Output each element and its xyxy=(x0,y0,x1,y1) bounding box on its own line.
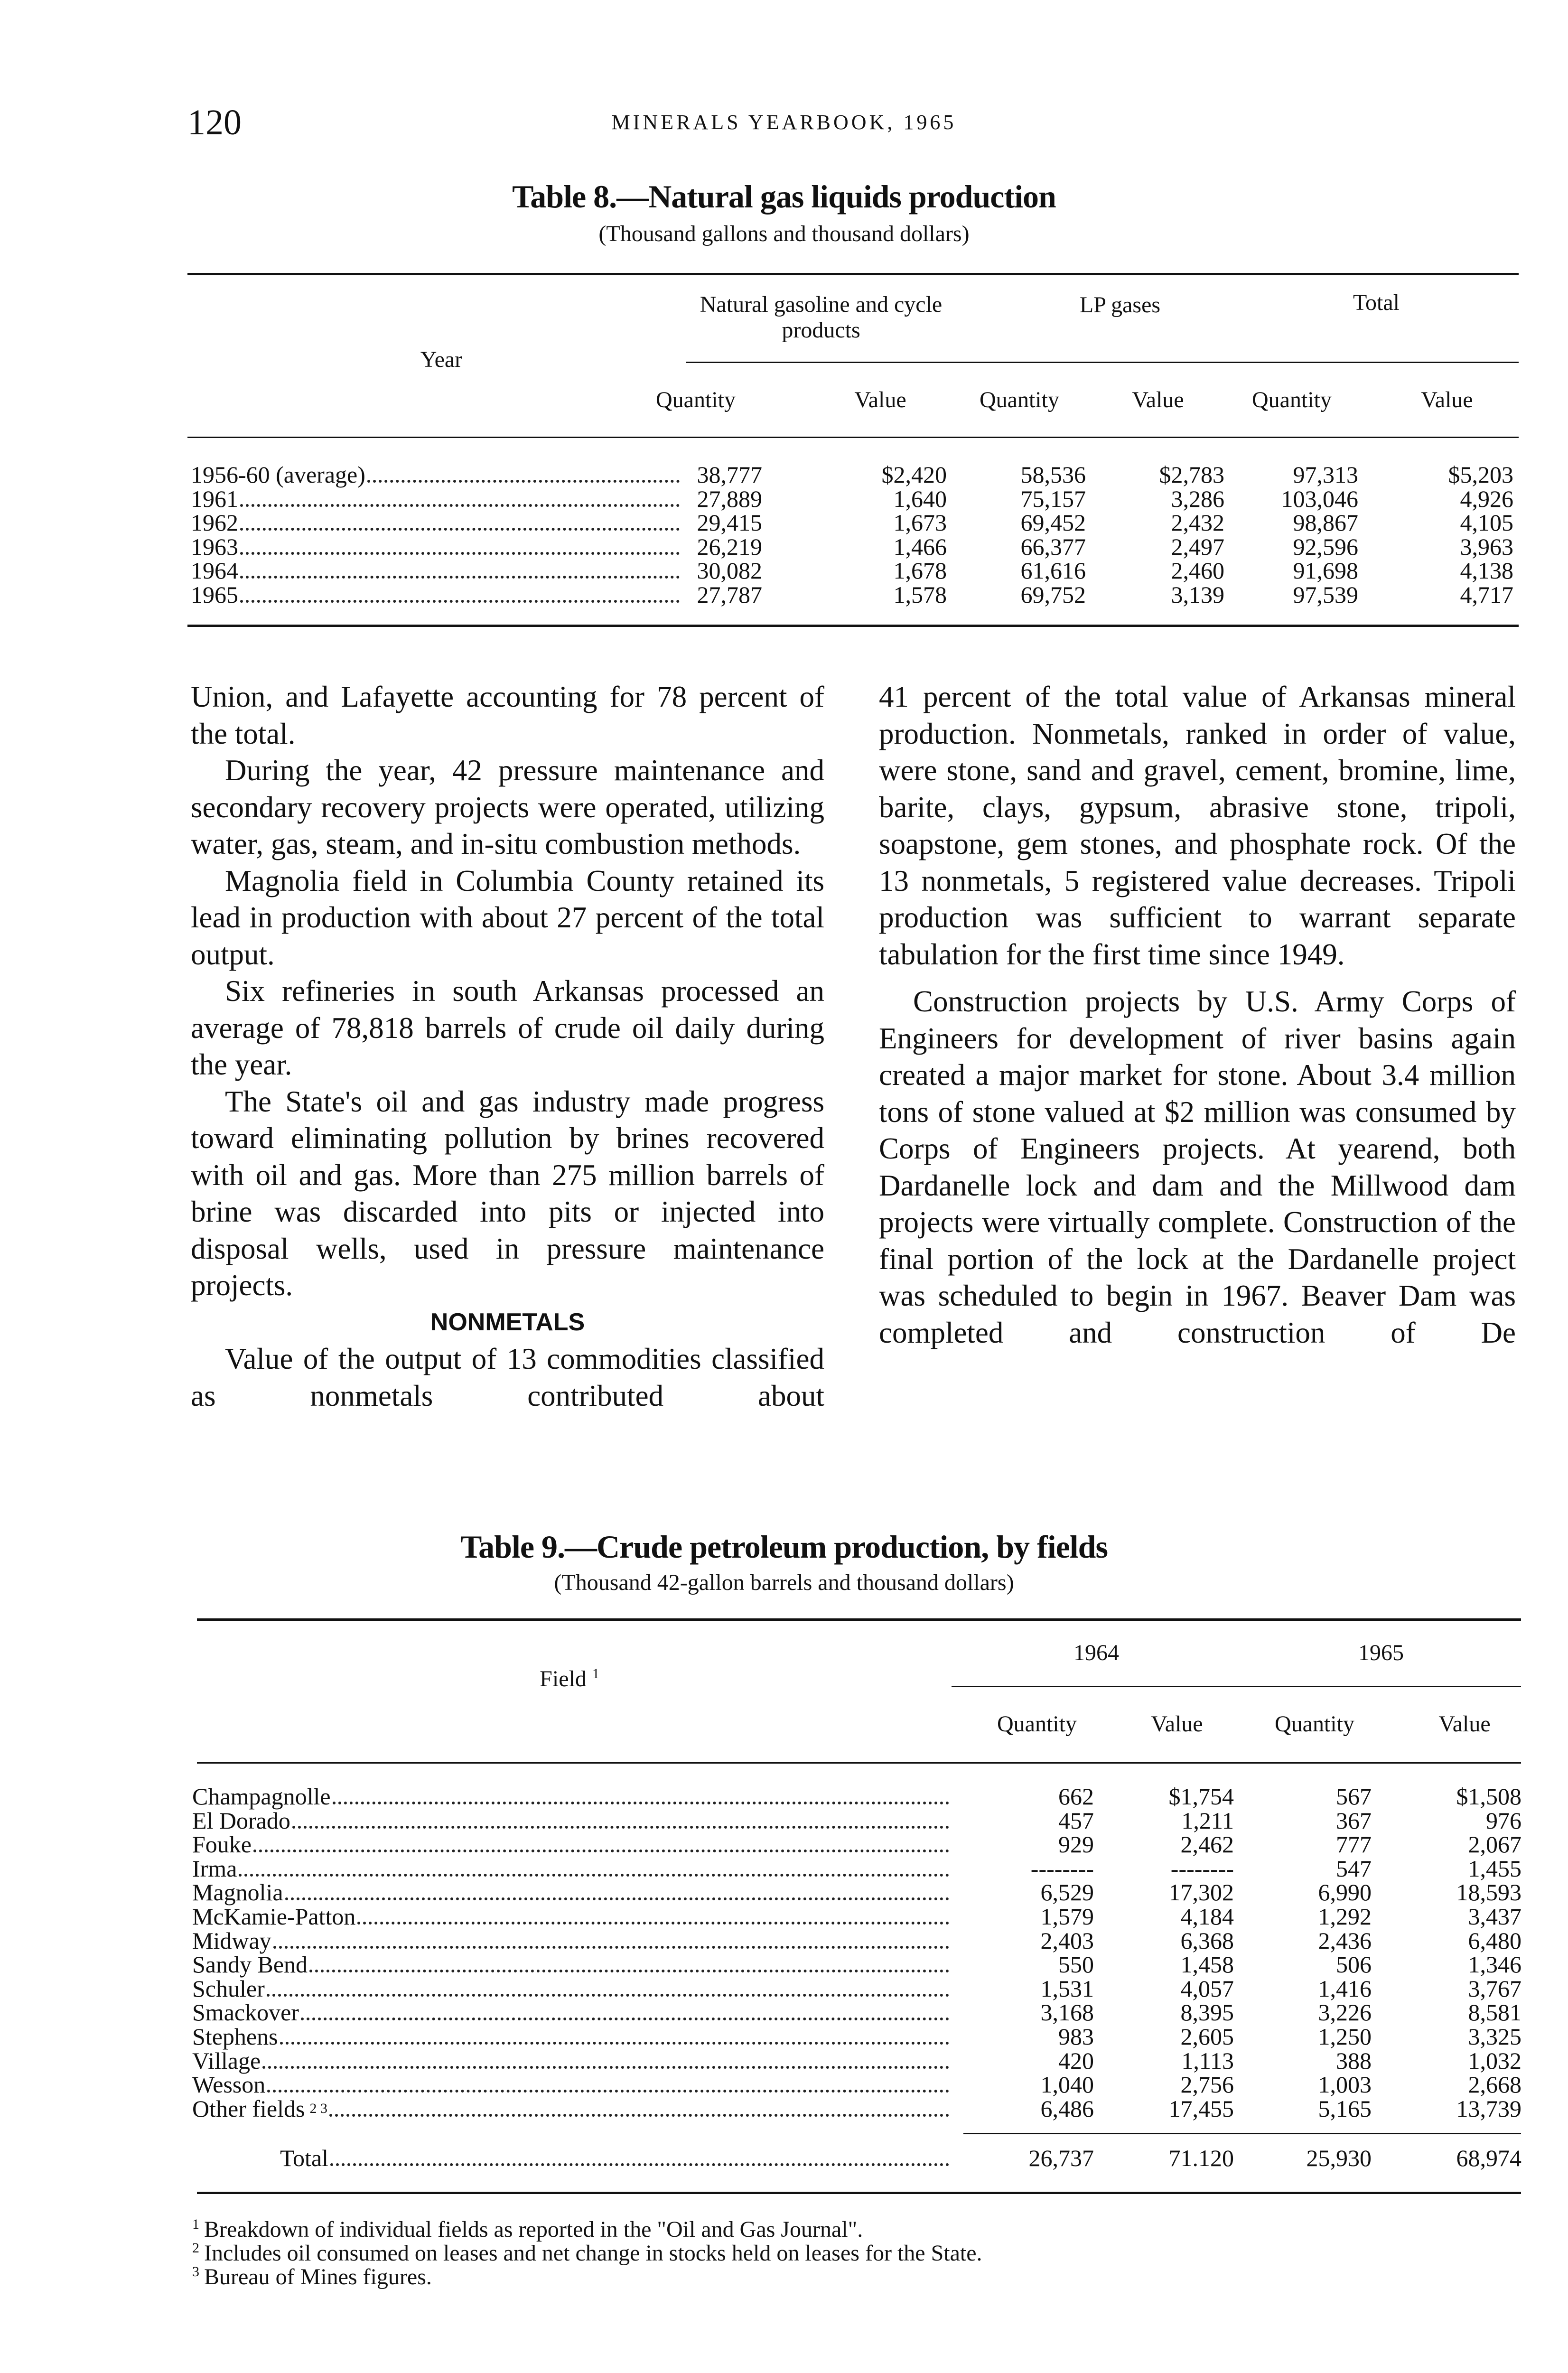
dot-leader xyxy=(292,1826,949,1829)
table-cell: 929 xyxy=(1058,1831,1094,1858)
table-cell: 662 xyxy=(1058,1783,1094,1810)
row-label: Irma xyxy=(192,1855,237,1882)
footnote-mark: 1 xyxy=(192,2216,199,2232)
table-cell: 2,462 xyxy=(1180,1831,1234,1858)
table8-bottom-rule xyxy=(187,625,1519,627)
table-cell: 2,460 xyxy=(1171,557,1224,584)
table-cell: 1,040 xyxy=(1040,2071,1094,2098)
table-cell: 17,455 xyxy=(1168,2095,1234,2122)
dot-leader xyxy=(329,2114,949,2117)
table-cell: 1,250 xyxy=(1318,2023,1372,2050)
table-cell: 3,168 xyxy=(1040,1999,1094,2026)
row-label: El Dorado xyxy=(192,1807,290,1834)
table-cell: $2,783 xyxy=(1159,461,1224,488)
table-cell: -------- xyxy=(1030,1855,1094,1882)
table-cell: 777 xyxy=(1336,1831,1372,1858)
dot-leader xyxy=(273,1946,949,1949)
table-cell: 3,139 xyxy=(1171,581,1224,608)
table-cell: 103,046 xyxy=(1281,485,1358,512)
text-column-left xyxy=(191,679,824,1414)
dot-leader xyxy=(240,552,680,555)
table-row xyxy=(192,1832,949,1856)
table-cell: $2,420 xyxy=(881,461,947,488)
table-row xyxy=(192,1953,949,1976)
footnote-ref: 2 3 xyxy=(309,2100,327,2116)
table-cell: 1,346 xyxy=(1468,1951,1521,1978)
table-cell: 26,219 xyxy=(697,533,762,560)
table-cell: $1,508 xyxy=(1456,1783,1521,1810)
table-cell: 6,480 xyxy=(1468,1927,1521,1954)
section-heading-nonmetals: NONMETALS xyxy=(430,1308,585,1336)
table-cell: 1,211 xyxy=(1181,1807,1234,1834)
row-label: 1964 xyxy=(191,557,238,584)
table-cell: 38,777 xyxy=(697,461,762,488)
table-cell: 58,536 xyxy=(1020,461,1086,488)
table-cell: 4,926 xyxy=(1460,485,1513,512)
table9-subheader: Value xyxy=(1438,1711,1491,1737)
table-cell: 2,605 xyxy=(1180,2023,1234,2050)
table-row xyxy=(191,463,680,486)
table-cell: 2,668 xyxy=(1468,2071,1521,2098)
table-cell: 69,752 xyxy=(1020,581,1086,608)
table-cell: 1,292 xyxy=(1318,1903,1372,1930)
table8-group-total: Total xyxy=(1353,290,1400,315)
dot-leader xyxy=(280,2042,949,2045)
table-cell: $5,203 xyxy=(1448,461,1513,488)
table-cell: 1,578 xyxy=(893,581,947,608)
row-label: 1961 xyxy=(191,485,238,512)
table-cell: 4,105 xyxy=(1460,509,1513,536)
table-cell: 983 xyxy=(1058,2023,1094,2050)
table-cell: 2,756 xyxy=(1180,2071,1234,2098)
table8-title: Table 8.—Natural gas liquids production xyxy=(512,178,1056,215)
table8-subheader: Value xyxy=(1132,387,1184,412)
table9-subtitle: (Thousand 42-gallon barrels and thousand dollars) xyxy=(554,1570,1014,1595)
table-cell: 6,990 xyxy=(1318,1879,1372,1906)
table8-subheader: Quantity xyxy=(656,387,736,412)
table-cell: 1,466 xyxy=(893,533,947,560)
footnote-text: Bureau of Mines figures. xyxy=(204,2264,432,2289)
dot-leader xyxy=(330,2163,949,2166)
dot-leader xyxy=(240,528,680,531)
paragraph: Construction projects by U.S. Army Corps of Engineers for development of river basins again created a major market for stone. About 3.4 million tons of stone valued at $2 million was consumed by Corps of Engineers projects. At yearend, both Dardanelle lock and dam and the Millwood dam projects were virtually complete. Construction of the final portion of the lock at the Dardanelle project was scheduled to begin in 1967. Beaver Dam was completed and construction of De xyxy=(879,985,1516,1349)
dot-leader xyxy=(309,1970,949,1972)
table-row xyxy=(192,1905,949,1928)
table-cell: 506 xyxy=(1336,1951,1372,1978)
table9-year-1964: 1964 xyxy=(1073,1640,1119,1665)
footnote-text: Includes oil consumed on leases and net change in stocks held on leases for the State. xyxy=(204,2241,982,2266)
table-cell: 547 xyxy=(1336,1855,1372,1882)
table-cell: 18,593 xyxy=(1456,1879,1521,1906)
footnote xyxy=(192,2264,432,2290)
table-row xyxy=(191,535,680,559)
table9-top-rule xyxy=(197,1618,1521,1621)
row-label: Schuler xyxy=(192,1975,265,2002)
table-cell: 367 xyxy=(1336,1807,1372,1834)
table9-title: Table 9.—Crude petroleum production, by fields xyxy=(460,1529,1108,1565)
table-row xyxy=(192,2073,949,2096)
paragraph: Union, and Lafayette accounting for 78 percent of the total. xyxy=(191,680,824,750)
table-row xyxy=(192,1929,949,1953)
table-cell: 1,678 xyxy=(893,557,947,584)
table8-group-natural-gasoline: Natural gasoline and cycle products xyxy=(700,292,943,343)
table8-group-lp-gases: LP gases xyxy=(1079,292,1161,318)
table-cell: 26,737 xyxy=(1028,2145,1094,2171)
row-label: Midway xyxy=(192,1927,271,1954)
dot-leader xyxy=(240,504,680,507)
table-row xyxy=(192,2049,949,2073)
table-cell: 3,437 xyxy=(1468,1903,1521,1930)
table-cell: 6,368 xyxy=(1180,1927,1234,1954)
table-cell: 1,032 xyxy=(1468,2047,1521,2074)
table-row xyxy=(192,2025,949,2048)
table-cell: 4,184 xyxy=(1180,1903,1234,1930)
table-cell: 388 xyxy=(1336,2047,1372,2074)
table-row xyxy=(191,487,680,511)
footnote-mark: 3 xyxy=(192,2264,199,2280)
dot-leader xyxy=(262,2066,949,2069)
table-cell: 69,452 xyxy=(1020,509,1086,536)
row-label: Other fields xyxy=(192,2095,305,2122)
row-label: Stephens xyxy=(192,2023,278,2050)
paragraph: Six refineries in south Arkansas processed an average of 78,818 barrels of crude oil daily during the year. xyxy=(191,974,824,1081)
dot-leader xyxy=(239,1874,949,1877)
table-cell: 1,640 xyxy=(893,485,947,512)
table-row xyxy=(280,2146,949,2170)
table-cell: 1,003 xyxy=(1318,2071,1372,2098)
table-row xyxy=(192,1784,949,1808)
table-cell: 1,416 xyxy=(1318,1975,1372,2002)
table-cell: 25,930 xyxy=(1306,2145,1372,2171)
table8-header-rule xyxy=(187,437,1519,438)
table9-year-rule xyxy=(952,1686,1521,1687)
paragraph: Value of the output of 13 commodities classified as nonmetals contributed about xyxy=(191,1342,824,1412)
table9-subheader: Quantity xyxy=(1275,1711,1354,1737)
table8-subheader: Quantity xyxy=(980,387,1059,412)
row-label: Total xyxy=(280,2145,329,2171)
table8-subheader: Value xyxy=(854,387,906,412)
table9-bottom-rule xyxy=(197,2192,1521,2194)
row-label: 1962 xyxy=(191,509,238,536)
dot-leader xyxy=(301,2018,949,2020)
table-cell: 1,579 xyxy=(1040,1903,1094,1930)
table-cell: 2,436 xyxy=(1318,1927,1372,1954)
table-cell: 1,113 xyxy=(1181,2047,1234,2074)
dot-leader xyxy=(285,1897,949,1900)
table-row xyxy=(192,1977,949,2000)
table-cell: 4,057 xyxy=(1180,1975,1234,2002)
text-column-right xyxy=(879,679,1516,1351)
table8-group-rule xyxy=(686,362,1519,363)
table-cell: 98,867 xyxy=(1293,509,1358,536)
table8-year-header: Year xyxy=(420,347,463,372)
table-row xyxy=(192,1809,949,1832)
table-cell: 1,458 xyxy=(1180,1951,1234,1978)
row-label: 1956-60 (average) xyxy=(191,461,365,488)
table9-field-header: Field $^1$ xyxy=(540,1666,599,1691)
table8-subheader: Value xyxy=(1421,387,1473,412)
page-number: 120 xyxy=(187,103,242,142)
table-cell: 6,529 xyxy=(1040,1879,1094,1906)
row-label: 1963 xyxy=(191,533,238,560)
dot-leader xyxy=(333,1802,949,1804)
dot-leader xyxy=(240,576,680,579)
table9-header-rule xyxy=(197,1762,1521,1764)
table-cell: 97,539 xyxy=(1293,581,1358,608)
footnote xyxy=(192,2216,863,2242)
table-cell: 30,082 xyxy=(697,557,762,584)
table9-subheader: Quantity xyxy=(997,1711,1077,1737)
table-cell: 71.120 xyxy=(1168,2145,1234,2171)
table-cell: 17,302 xyxy=(1168,1879,1234,1906)
paragraph: The State's oil and gas industry made progress toward eliminating pollution by brines recovered with oil and gas. More than 275 million barrels of brine was discarded into pits or injected into disposal wells, used in pressure maintenance projects. xyxy=(191,1084,824,1302)
row-label: Champagnolle xyxy=(192,1783,331,1810)
dot-leader xyxy=(267,2090,949,2093)
table-cell: 8,395 xyxy=(1180,1999,1234,2026)
table9-subheader: Value xyxy=(1151,1711,1203,1737)
table-cell: 2,432 xyxy=(1171,509,1224,536)
table8-top-rule xyxy=(187,273,1519,275)
table-cell: 29,415 xyxy=(697,509,762,536)
table-cell: 6,486 xyxy=(1040,2095,1094,2122)
table8-subtitle: (Thousand gallons and thousand dollars) xyxy=(598,221,970,246)
table9-year-1965: 1965 xyxy=(1358,1640,1404,1665)
row-label: Village xyxy=(192,2047,261,2074)
table-row xyxy=(191,559,680,582)
footnote-text: Breakdown of individual fields as reported in the "Oil and Gas Journal". xyxy=(204,2217,863,2242)
table-cell: 3,325 xyxy=(1468,2023,1521,2050)
table-cell: 92,596 xyxy=(1293,533,1358,560)
table-cell: 75,157 xyxy=(1020,485,1086,512)
table-cell: 3,286 xyxy=(1171,485,1224,512)
table-cell: 3,226 xyxy=(1318,1999,1372,2026)
table-row xyxy=(192,2000,949,2024)
table-cell: 420 xyxy=(1058,2047,1094,2074)
paragraph: Magnolia field in Columbia County retained its lead in production with about 27 percent of the total output. xyxy=(191,864,824,971)
table-row xyxy=(192,2097,949,2121)
table-cell: 3,767 xyxy=(1468,1975,1521,2002)
table9-total-rule xyxy=(963,2133,1521,2134)
table-cell: 2,403 xyxy=(1040,1927,1094,1954)
dot-leader xyxy=(240,600,680,603)
table-cell: 66,377 xyxy=(1020,533,1086,560)
row-label: Fouke xyxy=(192,1831,252,1858)
table-row xyxy=(192,1880,949,1904)
table-row xyxy=(192,1857,949,1880)
table-cell: 1,531 xyxy=(1040,1975,1094,2002)
row-label: Magnolia xyxy=(192,1879,283,1906)
table-cell: 4,717 xyxy=(1460,581,1513,608)
table-cell: 8,581 xyxy=(1468,1999,1521,2026)
row-label: Wesson xyxy=(192,2071,266,2098)
table-cell: 4,138 xyxy=(1460,557,1513,584)
table-cell: 976 xyxy=(1486,1807,1521,1834)
row-label: McKamie-Patton xyxy=(192,1903,356,1930)
table-cell: 567 xyxy=(1336,1783,1372,1810)
table-cell: 457 xyxy=(1058,1807,1094,1834)
dot-leader xyxy=(357,1922,949,1925)
table-cell: 1,455 xyxy=(1468,1855,1521,1882)
dot-leader xyxy=(253,1850,949,1852)
table-cell: -------- xyxy=(1170,1855,1234,1882)
row-label: Smackover xyxy=(192,1999,299,2026)
table-cell: 3,963 xyxy=(1460,533,1513,560)
table-cell: 2,067 xyxy=(1468,1831,1521,1858)
paragraph: 41 percent of the total value of Arkansas mineral production. Nonmetals, ranked in order of value, were stone, sand and gravel, cement, bromine, lime, barite, clays, gypsum, abrasive stone, tripoli, soapstone, gem stones, and phosphate rock. Of the 13 nonmetals, 5 registered value decreases. Tripoli production was sufficient to warrant separate tabulation for the first time since 1949. xyxy=(879,680,1516,971)
table-cell: 13,739 xyxy=(1456,2095,1521,2122)
table-cell: 91,698 xyxy=(1293,557,1358,584)
table-cell: 27,889 xyxy=(697,485,762,512)
footnote-mark: 2 xyxy=(192,2240,199,2256)
table-row xyxy=(191,583,680,607)
running-title: MINERALS YEARBOOK, 1965 xyxy=(611,111,957,134)
dot-leader xyxy=(267,1994,949,1997)
table-cell: $1,754 xyxy=(1168,1783,1234,1810)
table-cell: 97,313 xyxy=(1293,461,1358,488)
footnote xyxy=(192,2240,982,2266)
table-row xyxy=(191,511,680,534)
row-label: Sandy Bend xyxy=(192,1951,308,1978)
table-cell: 1,673 xyxy=(893,509,947,536)
paragraph: During the year, 42 pressure maintenance and secondary recovery projects were operated, utilizing water, gas, steam, and in-situ combustion methods. xyxy=(191,754,824,860)
table-cell: 2,497 xyxy=(1171,533,1224,560)
row-label: 1965 xyxy=(191,581,238,608)
table-cell: 550 xyxy=(1058,1951,1094,1978)
table-cell: 5,165 xyxy=(1318,2095,1372,2122)
table8-subheader: Quantity xyxy=(1252,387,1332,412)
table-cell: 27,787 xyxy=(697,581,762,608)
table-cell: 61,616 xyxy=(1020,557,1086,584)
table-cell: 68,974 xyxy=(1456,2145,1521,2171)
